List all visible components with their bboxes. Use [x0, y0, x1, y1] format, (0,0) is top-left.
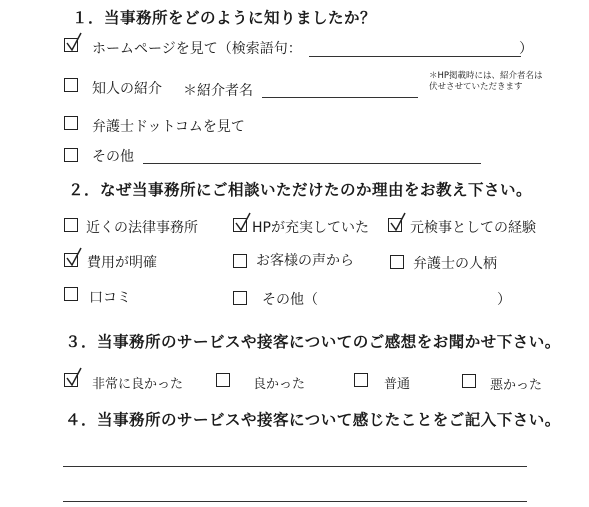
- q1-bengoshi-com-checkbox[interactable]: [64, 116, 78, 130]
- q1-keyword-line[interactable]: [309, 56, 521, 57]
- q3-bad-label: 悪かった: [490, 378, 543, 393]
- q3-average-label: 普通: [384, 377, 411, 392]
- q1-privacy-note-1: ＊HP掲載時には、紹介者名は: [429, 71, 543, 81]
- q1-bengoshi-com-label: 弁護士ドットコムを見て: [92, 119, 245, 135]
- q2-other-close: ）: [497, 292, 511, 308]
- q4-title: ４．当事務所のサービスや接客について感じたことをご記入下さい。: [65, 411, 561, 429]
- q3-average-checkbox[interactable]: [354, 373, 368, 387]
- q2-personality-checkbox[interactable]: [390, 255, 404, 269]
- q2-word-of-mouth-checkbox[interactable]: [64, 287, 78, 301]
- q2-fees-label: 費用が明確: [87, 255, 157, 271]
- q2-other-checkbox[interactable]: [233, 291, 247, 305]
- q1-referrer-name-line[interactable]: [262, 97, 418, 98]
- q1-other-line[interactable]: [143, 163, 481, 164]
- q3-bad-checkbox[interactable]: [462, 374, 476, 388]
- q3-very-good-label: 非常に良かった: [92, 377, 184, 392]
- q1-homepage-close: ）: [519, 41, 533, 57]
- q4-comment-line-2[interactable]: [63, 501, 527, 502]
- checkmark-icon: [64, 246, 84, 268]
- q2-prosecutor-checkbox[interactable]: [388, 218, 402, 232]
- q2-reviews-label: お客様の声から: [256, 253, 354, 269]
- q3-title: ３．当事務所のサービスや接客についてのご感想をお聞かせ下さい。: [65, 333, 561, 351]
- q2-personality-label: 弁護士の人柄: [413, 256, 497, 272]
- q2-hp-checkbox[interactable]: [233, 218, 247, 232]
- checkmark-icon: [233, 211, 253, 233]
- q2-word-of-mouth-label: 口コミ: [89, 290, 131, 306]
- checkmark-icon: [64, 31, 84, 53]
- q3-good-label: 良かった: [253, 377, 306, 392]
- q3-very-good-checkbox[interactable]: [64, 373, 78, 387]
- q2-nearby-label: 近くの法律事務所: [86, 220, 198, 236]
- q2-prosecutor-label: 元検事としての経験: [410, 220, 536, 236]
- q2-reviews-checkbox[interactable]: [233, 254, 247, 268]
- q1-referral-checkbox[interactable]: [64, 78, 78, 92]
- q1-homepage-label: ホームページを見て（検索語句：: [92, 41, 302, 57]
- q1-privacy-note-2: 伏せさせていただきます: [429, 82, 523, 92]
- q1-other-checkbox[interactable]: [64, 148, 78, 162]
- q2-fees-checkbox[interactable]: [64, 253, 78, 267]
- q4-comment-line-1[interactable]: [63, 466, 527, 467]
- q2-title: ２．なぜ当事務所にご相談いただけたのか理由をお教え下さい。: [68, 181, 533, 199]
- q1-other-label: その他: [92, 149, 134, 165]
- q1-referrer-name-label: ＊紹介者名: [183, 83, 253, 99]
- q3-good-checkbox[interactable]: [216, 373, 230, 387]
- checkmark-icon: [388, 211, 408, 233]
- q2-nearby-checkbox[interactable]: [64, 218, 78, 232]
- checkmark-icon: [64, 366, 84, 388]
- q2-other-label: その他（: [262, 292, 318, 308]
- q2-hp-label: HPが充実していた: [252, 220, 369, 236]
- q1-title: １．当事務所をどのように知りましたか？: [72, 9, 377, 27]
- q1-referral-label: 知人の紹介: [92, 81, 162, 97]
- q1-homepage-checkbox[interactable]: [64, 38, 78, 52]
